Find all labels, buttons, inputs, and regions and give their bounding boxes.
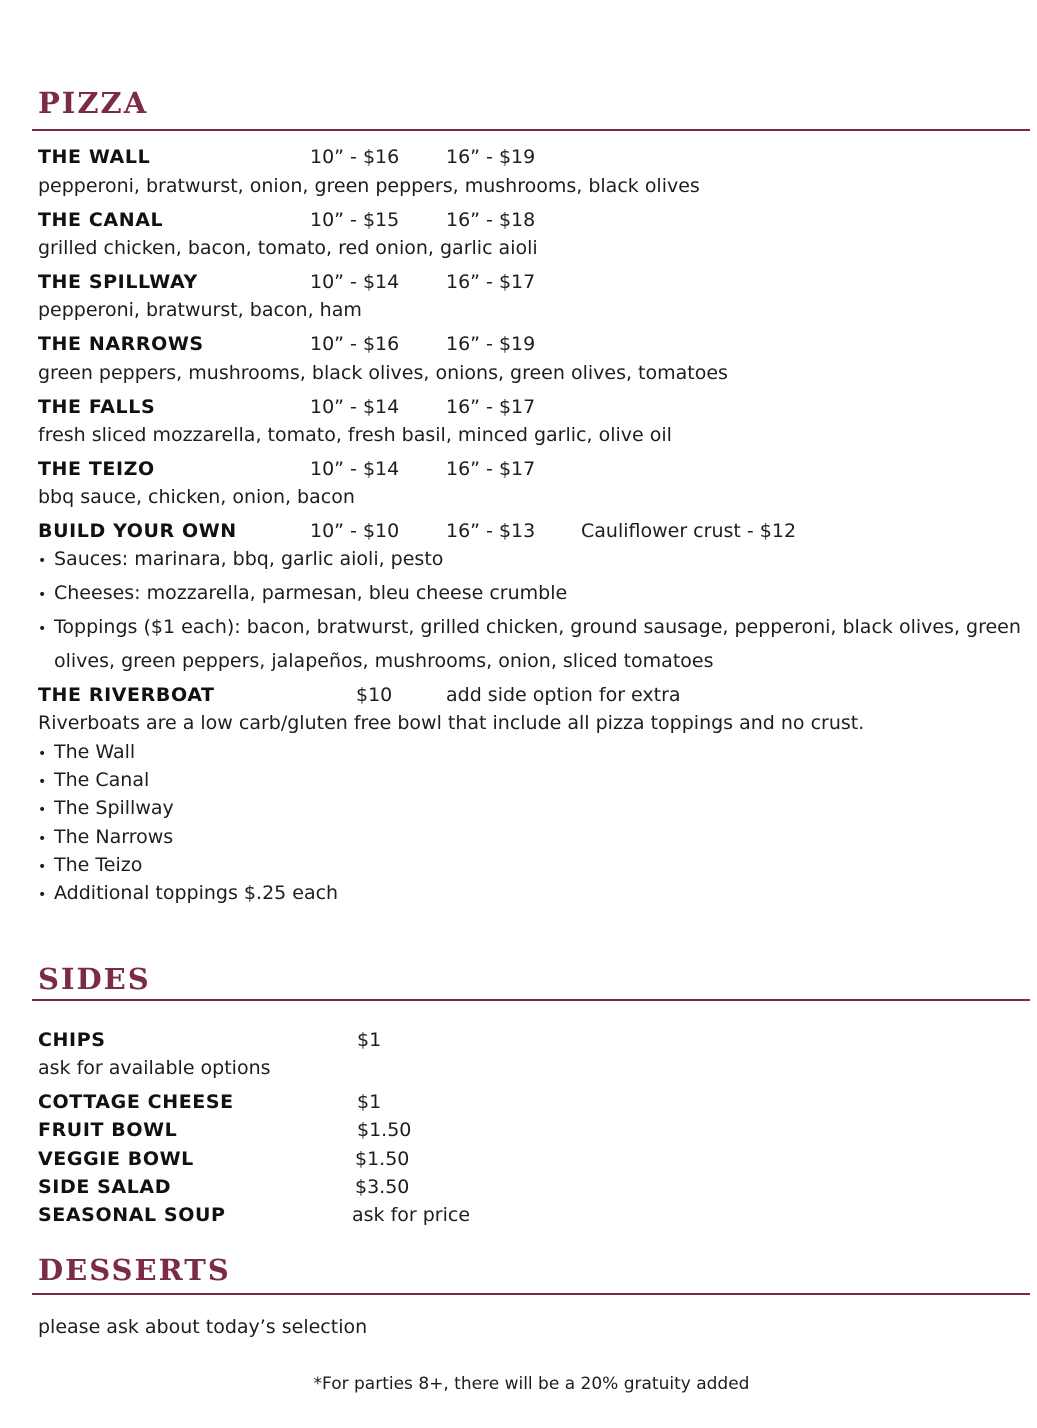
pizza-desc: fresh sliced mozzarella, tomato, fresh basil, minced garlic, olive oil bbox=[38, 424, 672, 446]
side-price: $1.50 bbox=[355, 1148, 410, 1170]
pizza-name-the-teizo: THE TEIZO bbox=[38, 458, 155, 480]
bullet-icon: • bbox=[38, 774, 47, 790]
bullet-icon: • bbox=[38, 802, 47, 818]
pizza-name-the-spillway: THE SPILLWAY bbox=[38, 271, 198, 293]
side-name-veggie-bowl: VEGGIE BOWL bbox=[38, 1148, 194, 1170]
desserts-divider bbox=[32, 1293, 1030, 1295]
pizza-desc: bbq sauce, chicken, onion, bacon bbox=[38, 486, 355, 508]
pizza-name-the-falls: THE FALLS bbox=[38, 396, 156, 418]
pizza-desc: grilled chicken, bacon, tomato, red onion, garlic aioli bbox=[38, 237, 538, 259]
pizza-price-10: 10” - $10 bbox=[310, 520, 400, 542]
pizza-name-the-riverboat: THE RIVERBOAT bbox=[38, 684, 215, 706]
side-price: $3.50 bbox=[355, 1176, 410, 1198]
pizza-price-16: 16” - $17 bbox=[446, 396, 536, 418]
side-name-cottage-cheese: COTTAGE CHEESE bbox=[38, 1091, 234, 1113]
riverboat-desc: Riverboats are a low carb/gluten free bowl that include all pizza toppings and no crust. bbox=[38, 712, 865, 734]
riverboat-option bbox=[38, 882, 338, 904]
sides-divider bbox=[32, 999, 1030, 1001]
riverboat-option bbox=[38, 826, 173, 848]
cheeses-text: Cheeses: mozzarella, parmesan, bleu cheese crumble bbox=[54, 582, 568, 604]
sides-heading: SIDES bbox=[38, 962, 151, 996]
side-price: $1.50 bbox=[357, 1119, 412, 1141]
riverboat-option-label: The Teizo bbox=[54, 854, 143, 876]
cauliflower-crust-price: Cauliflower crust - $12 bbox=[581, 520, 797, 542]
side-price: ask for price bbox=[352, 1204, 471, 1226]
bullet-icon: • bbox=[38, 746, 47, 762]
desserts-desc: please ask about today’s selection bbox=[38, 1316, 368, 1338]
riverboat-option bbox=[38, 854, 142, 876]
pizza-price-16: 16” - $19 bbox=[446, 333, 536, 355]
side-desc: ask for available options bbox=[38, 1057, 271, 1079]
pizza-price-16: 16” - $18 bbox=[446, 209, 536, 231]
bullet-item bbox=[38, 582, 567, 604]
bullet-icon: • bbox=[38, 859, 47, 875]
pizza-price-10: 10” - $16 bbox=[310, 333, 400, 355]
pizza-price-16: 16” - $19 bbox=[446, 146, 536, 168]
riverboat-option-label: The Spillway bbox=[54, 797, 174, 819]
riverboat-option bbox=[38, 797, 174, 819]
side-name-fruit-bowl: FRUIT BOWL bbox=[38, 1119, 178, 1141]
riverboat-option-label: Additional toppings $.25 each bbox=[54, 882, 339, 904]
riverboat-option bbox=[38, 741, 135, 763]
gratuity-footnote: *For parties 8+, there will be a 20% gratuity added bbox=[313, 1374, 750, 1394]
desserts-heading: DESSERTS bbox=[38, 1253, 231, 1287]
pizza-name-the-wall: THE WALL bbox=[38, 146, 151, 168]
pizza-price-10: 10” - $14 bbox=[310, 271, 400, 293]
pizza-name-build-your-own: BUILD YOUR OWN bbox=[38, 520, 237, 542]
bullet-icon: • bbox=[38, 887, 47, 903]
bullet-icon: • bbox=[38, 553, 47, 569]
riverboat-price: $10 bbox=[356, 684, 393, 706]
pizza-price-10: 10” - $14 bbox=[310, 458, 400, 480]
bullet-item bbox=[38, 616, 1021, 638]
bullet-icon: • bbox=[38, 621, 47, 637]
pizza-price-16: 16” - $17 bbox=[446, 458, 536, 480]
riverboat-option-label: The Wall bbox=[54, 741, 136, 763]
pizza-price-10: 10” - $14 bbox=[310, 396, 400, 418]
pizza-desc: pepperoni, bratwurst, onion, green peppers, mushrooms, black olives bbox=[38, 175, 700, 197]
pizza-name-the-canal: THE CANAL bbox=[38, 209, 164, 231]
side-name-side-salad: SIDE SALAD bbox=[38, 1176, 172, 1198]
side-price: $1 bbox=[357, 1091, 382, 1113]
pizza-desc: pepperoni, bratwurst, bacon, ham bbox=[38, 299, 362, 321]
toppings-text: Toppings ($1 each): bacon, bratwurst, grilled chicken, ground sausage, pepperoni, black olives, green bbox=[54, 616, 1021, 638]
bullet-item bbox=[38, 548, 443, 570]
pizza-divider bbox=[32, 129, 1030, 131]
pizza-price-16: 16” - $17 bbox=[446, 271, 536, 293]
side-name-chips: CHIPS bbox=[38, 1029, 106, 1051]
riverboat-option-label: The Narrows bbox=[54, 826, 174, 848]
pizza-price-16: 16” - $13 bbox=[446, 520, 536, 542]
bullet-icon: • bbox=[38, 831, 47, 847]
toppings-text-continued: olives, green peppers, jalapeños, mushrooms, onion, sliced tomatoes bbox=[54, 650, 714, 672]
riverboat-option bbox=[38, 769, 149, 791]
pizza-price-10: 10” - $15 bbox=[310, 209, 400, 231]
riverboat-option-label: The Canal bbox=[54, 769, 150, 791]
pizza-price-10: 10” - $16 bbox=[310, 146, 400, 168]
bullet-icon: • bbox=[38, 587, 47, 603]
sauces-text: Sauces: marinara, bbq, garlic aioli, pesto bbox=[54, 548, 444, 570]
pizza-desc: green peppers, mushrooms, black olives, onions, green olives, tomatoes bbox=[38, 362, 728, 384]
pizza-heading: PIZZA bbox=[38, 86, 149, 120]
pizza-name-the-narrows: THE NARROWS bbox=[38, 333, 204, 355]
side-name-seasonal-soup: SEASONAL SOUP bbox=[38, 1204, 226, 1226]
riverboat-note: add side option for extra bbox=[446, 684, 681, 706]
side-price: $1 bbox=[357, 1029, 382, 1051]
